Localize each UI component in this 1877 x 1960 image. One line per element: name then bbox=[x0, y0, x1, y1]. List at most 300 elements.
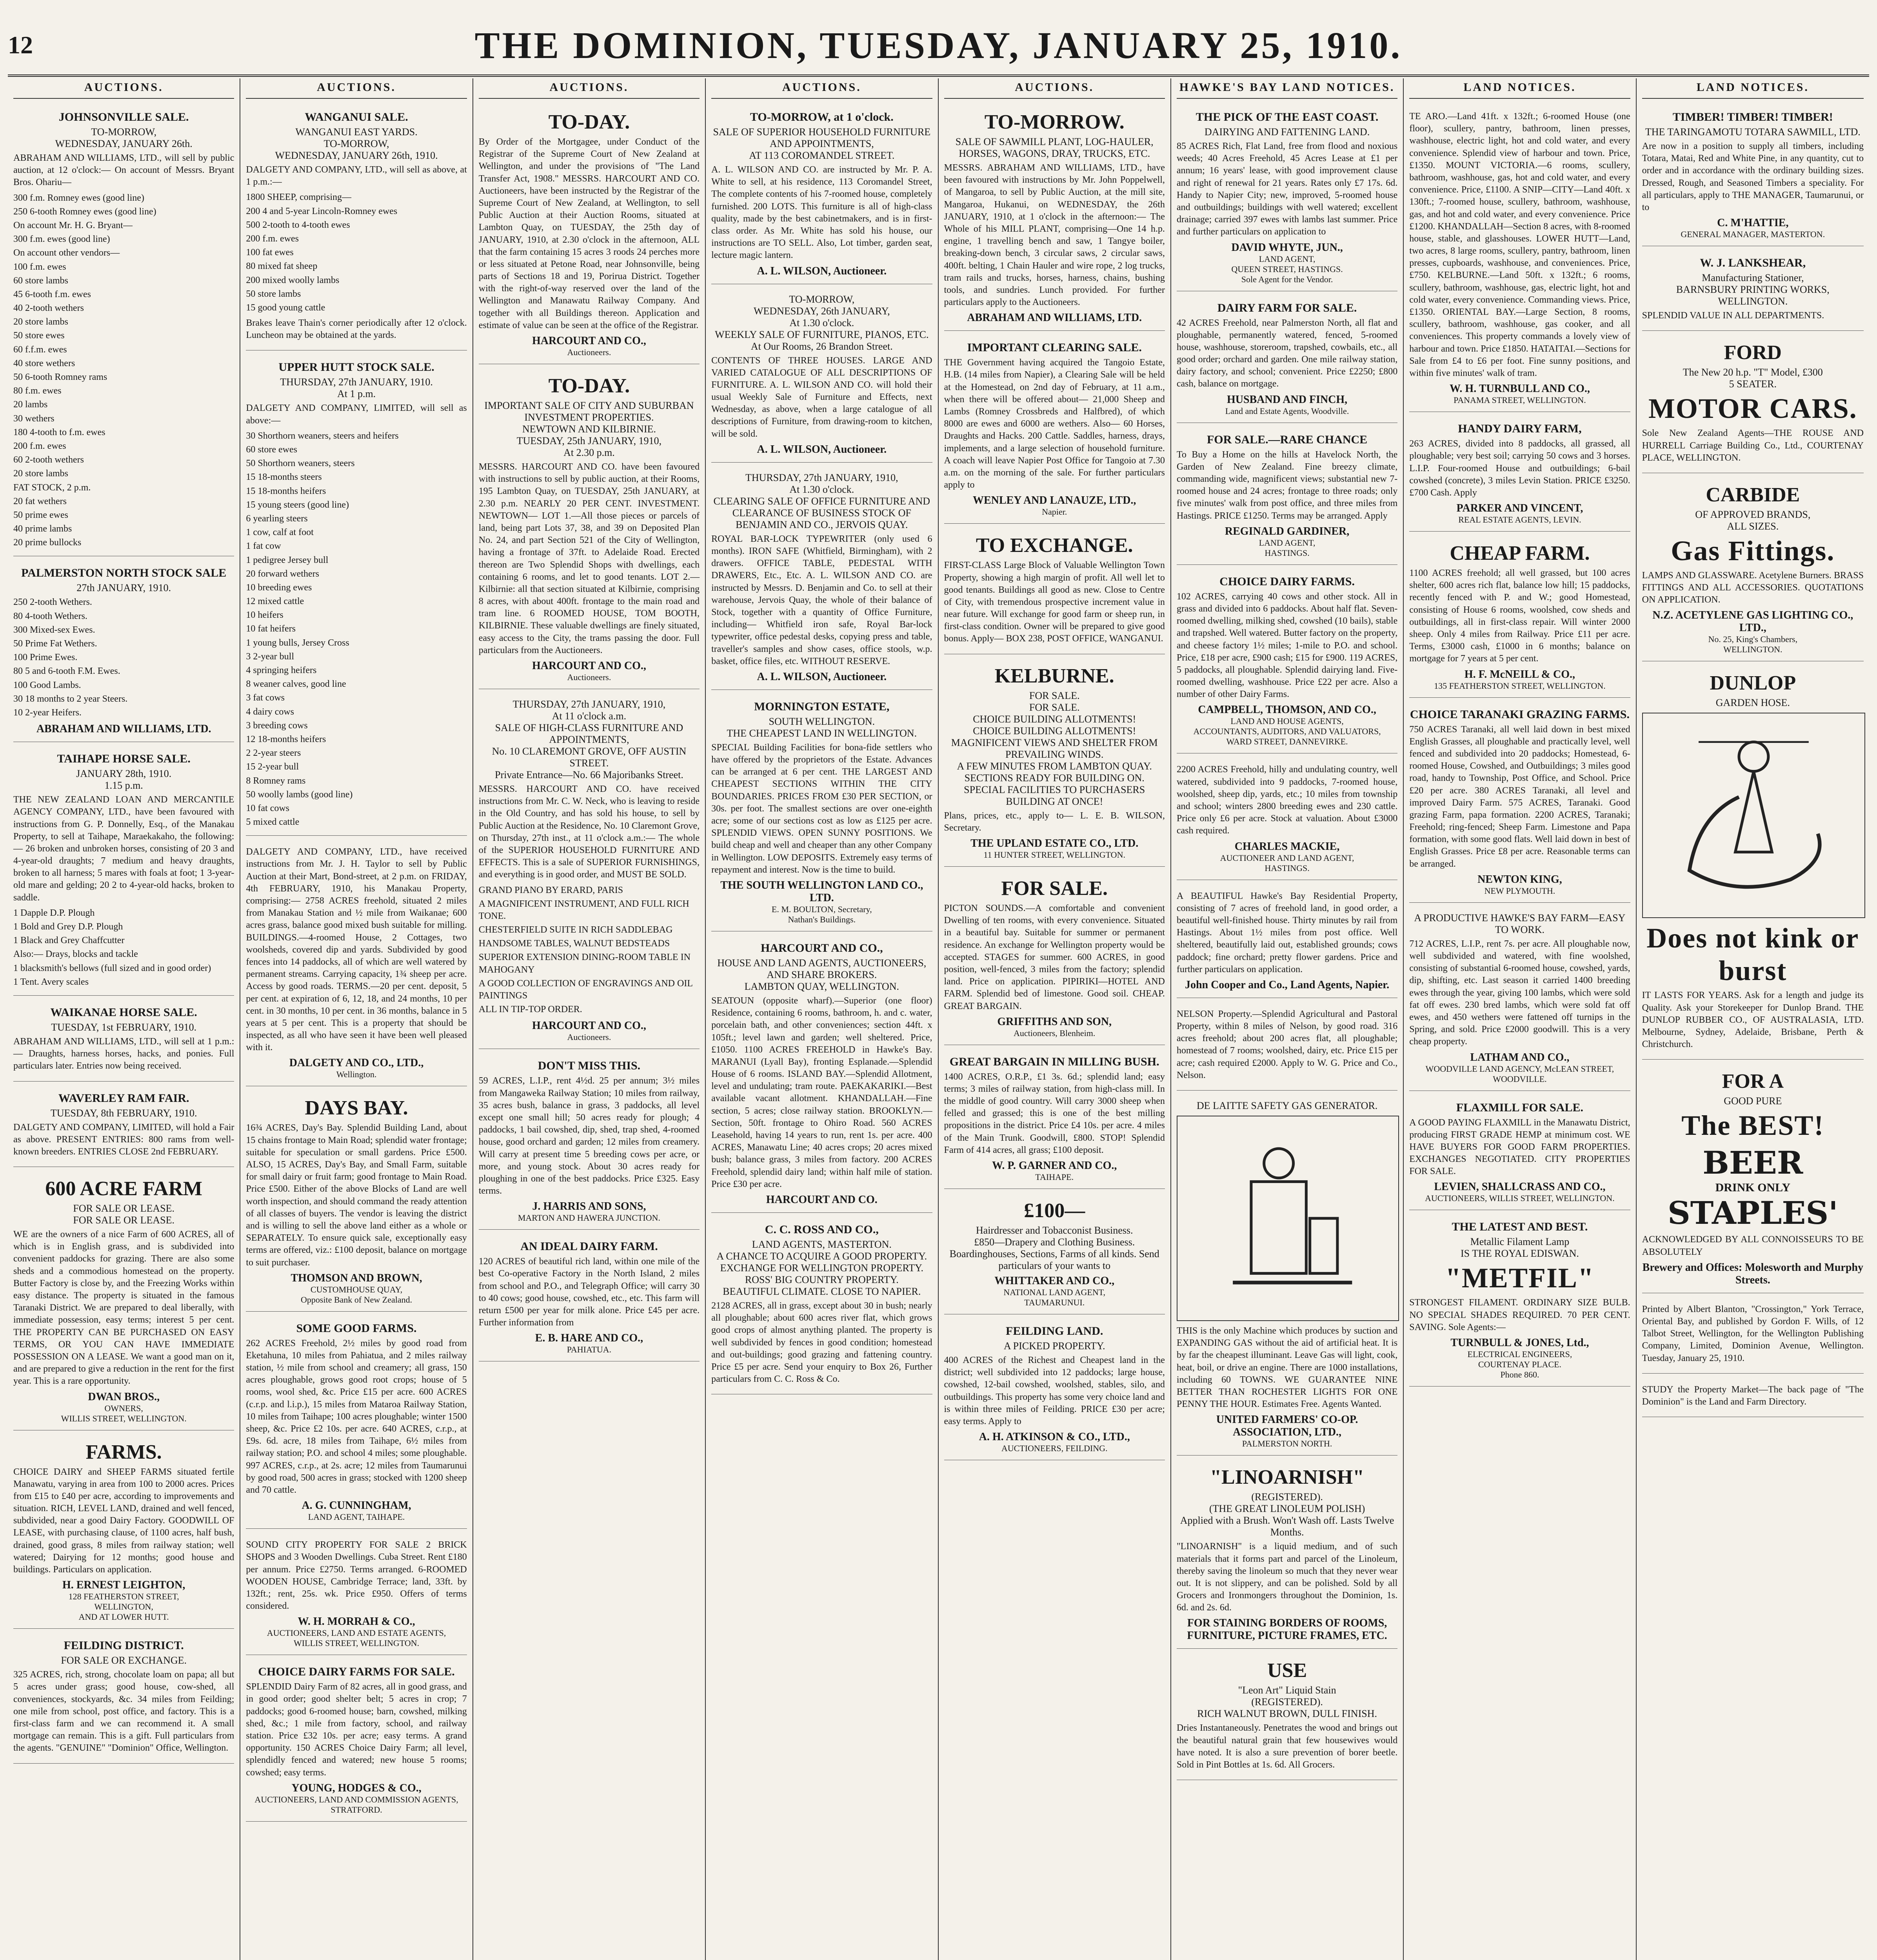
ad-title: W. J. LANKSHEAR, bbox=[1700, 256, 1806, 270]
list-item bbox=[246, 539, 467, 553]
advertiser-name: N.Z. ACETYLENE GAS LIGHTING CO., LTD., bbox=[1652, 609, 1853, 634]
advertiser-name: A. H. ATKINSON & CO., LTD., bbox=[979, 1431, 1130, 1443]
list-item-text: 30 18 months to 2 year Steers. bbox=[13, 693, 128, 704]
ad-title: FEILDING DISTRICT. bbox=[64, 1639, 184, 1652]
list-item bbox=[246, 526, 467, 539]
list-item-text: 50 woolly lambs (good line) bbox=[246, 789, 353, 800]
ad-body-text: Plans, prices, etc., apply to— L. E. B. WILSON, Secretary. bbox=[944, 810, 1165, 833]
advertisement bbox=[1177, 757, 1397, 880]
advertisement bbox=[479, 1234, 700, 1361]
ad-body-text: 42 ACRES Freehold, near Palmerston North, all flat and ploughable, permanently watered, fenced, 5-roomed house, washhouse, storeroom, trapshed, cowbails, etc., all good order; orchard and garden. One mile railway station, dairy factory, and school; convenient. Price £2250; £800 cash, balance on mortgage. bbox=[1176, 318, 1398, 389]
advertisement bbox=[246, 354, 467, 836]
list-item bbox=[13, 412, 234, 426]
advertisement bbox=[1177, 884, 1397, 998]
list-item-text: A MAGNIFICENT INSTRUMENT, AND FULL RICH TONE. bbox=[478, 898, 689, 921]
list-item-text: 10 breeding ewes bbox=[246, 582, 312, 593]
list-item-text: 1 Black and Grey Chaffcutter bbox=[13, 935, 125, 946]
list-item bbox=[13, 315, 234, 329]
list-item bbox=[13, 495, 234, 508]
list-item bbox=[246, 595, 467, 608]
advertisement bbox=[1409, 907, 1630, 1091]
ad-body-text: By Order of the Mortgagee, under Conduct of the Registrar of the Supreme Court of New Zealand at Wellington, and under the provisions of "The Land Transfer Act, 1908." MESSRS. HARCOURT AND CO. Auctioneers, have been instructed by the Registrar of the Supreme Court of New Zealand, at Wellington, to sell Public Auction at their Auction Rooms, situated at Lambton Quay, on TUESDAY, the 25th day of JANUARY, 1910, at 2.30 o'clock in the afternoon, ALL that the farm containing 15 acres 3 roods 24 perches more or less situated at Petone Road, near Johnsonville, being parts of Sections 18 and 19, Porirua District. Together with the right-of-way reserved over the land of the Wellington and Manawatu Railway Company. And together with all Buildings thereon. Application and estimate of value can be seen at the office of the Registrar. bbox=[478, 137, 700, 330]
advertisement bbox=[1409, 535, 1630, 698]
column-6 bbox=[1171, 78, 1404, 1960]
list-item-text: 80 mixed fat sheep bbox=[246, 261, 318, 272]
list-item-text: ALL IN TIP-TOP ORDER. bbox=[478, 1004, 582, 1015]
list-item-text: On account other vendors— bbox=[13, 248, 120, 258]
list-item-text: 200 mixed woolly lambs bbox=[246, 275, 340, 285]
advertiser-name: J. HARRIS AND SONS, bbox=[532, 1200, 646, 1213]
list-item-text: 20 lambs bbox=[13, 399, 48, 410]
ad-body-text: 2128 ACRES, all in grass, except about 30 in bush; nearly all ploughable; about 600 acres river flat, which grows good crops of almost anything planted. The property is well subdivided by fences in good condition; homestead and out-buildings; good grazing and fattening country. Price £5 per acre. Send your enquiry to Box 26, Further particulars from C. C. Ross & Co. bbox=[711, 1300, 932, 1385]
advertiser-address: Auctioneers. bbox=[567, 347, 611, 357]
ad-body-text: A GOOD PAYING FLAXMILL in the Manawatu District, producing FIRST GRADE HEMP at minimum cost. WE HAVE BUYERS FOR GOOD FARM PROPERTIES. EXCHANGES NEGOTIATED. CITY PROPERTIES FOR SALE. bbox=[1409, 1117, 1630, 1177]
ad-title: C. C. ROSS AND CO., bbox=[765, 1223, 879, 1236]
column-heading: AUCTIONS. bbox=[246, 78, 467, 99]
advertisement bbox=[711, 694, 932, 931]
advertisement bbox=[1177, 569, 1397, 754]
ad-body-text: MESSRS. ABRAHAM AND WILLIAMS, LTD., have been favoured with instructions by Mr. John Poppelwell, of Mangaroa, to sell by Public Auction, at the mill site, Mangaroa, Hukanui, on WEDNESDAY, the 26th JANUARY, 1910, at 1 o'clock in the afternoon:— The Whole of his MILL PLANT, comprising—One 14 h.p. engine, 1 travelling bench and saw, 1 Tangye boiler, breaking-down bench, 3 circular saws, 2 circular saws, 400ft. belting, 1 Chain Hauler and wire rope, 2 log trucks, tram rails and trucks, horses, harness, chains, bushing tools, and sundries. Lunch provided. For further particulars apply to the Auctioneers. bbox=[944, 163, 1165, 308]
column-5 bbox=[939, 78, 1171, 1960]
stock-list bbox=[246, 191, 467, 315]
advertiser-name: HARCOURT AND CO., bbox=[532, 1020, 646, 1032]
ad-title: HANDY DAIRY FARM, bbox=[1458, 422, 1582, 436]
advertiser-address: AUCTIONEERS, LAND AND COMMISSION AGENTS, STRATFORD. bbox=[254, 1794, 458, 1815]
ad-body-text: "LINOARNISH" is a liquid medium, and of such materials that it forms part and parcel of the Linoleum, thereby saving the linoleum so much that they never wear out. It is not slippery, and can be polished. Sold by all Grocers and Ironmongers throughout the Dominion, 1s. 6d. and 2s. 6d. bbox=[1176, 1541, 1398, 1613]
ad-title: AN IDEAL DAIRY FARM. bbox=[520, 1240, 658, 1253]
list-item bbox=[246, 608, 467, 622]
list-item-text: 10 2-year Heifers. bbox=[13, 707, 82, 718]
ad-title: FOR SALE.—RARE CHANCE bbox=[1207, 433, 1368, 446]
advertisement bbox=[1409, 1214, 1630, 1387]
list-item bbox=[13, 906, 234, 920]
ad-title: 600 ACRE FARM bbox=[45, 1178, 202, 1200]
list-item bbox=[13, 664, 234, 678]
ad-title: DUNLOP bbox=[1710, 672, 1796, 695]
ad-subtitle: HOUSE AND LAND AGENTS, AUCTIONEERS, AND SHARE BROKERS. LAMBTON QUAY, WELLINGTON. bbox=[717, 957, 927, 992]
list-item-text: GRAND PIANO BY ERARD, PARIS bbox=[478, 885, 623, 895]
list-item-text: 100 Good Lambs. bbox=[13, 680, 81, 690]
advertiser-address: GENERAL MANAGER, MASTERTON. bbox=[1681, 229, 1825, 240]
ad-title: TIMBER! TIMBER! TIMBER! bbox=[1672, 111, 1833, 123]
ad-subtitle: THURSDAY, 27th JANUARY, 1910. At 1 p.m. bbox=[280, 376, 433, 400]
advertisement bbox=[1409, 1095, 1630, 1210]
advertiser-address: AUCTIONEER AND LAND AGENT, HASTINGS. bbox=[1220, 853, 1354, 873]
ad-subtitle: DE LAITTE SAFETY GAS GENERATOR. bbox=[1196, 1100, 1378, 1111]
advertiser-address: NATIONAL LAND AGENT, TAUMARUNUI. bbox=[1003, 1287, 1106, 1307]
ad-subtitle: THE TARINGAMOTU TOTARA SAWMILL, LTD. bbox=[1645, 126, 1861, 138]
list-item-text: 1800 SHEEP, comprising— bbox=[246, 192, 352, 203]
advertisement bbox=[1177, 1094, 1397, 1455]
ad-subtitle: A PRODUCTIVE HAWKE'S BAY FARM—EASY TO WORK. bbox=[1414, 912, 1626, 935]
list-item bbox=[246, 691, 467, 705]
advertiser-address: REAL ESTATE AGENTS, LEVIN. bbox=[1458, 515, 1581, 525]
list-item bbox=[246, 301, 467, 315]
ad-title: PALMERSTON NORTH STOCK SALE bbox=[21, 566, 227, 580]
list-item bbox=[246, 636, 467, 650]
advertiser-address: LAND AGENT, HASTINGS. bbox=[1259, 537, 1316, 558]
advertiser-name: HUSBAND AND FINCH, bbox=[1227, 393, 1348, 406]
list-item-text: 1 Dapple D.P. Plough bbox=[13, 907, 95, 918]
list-item bbox=[246, 677, 467, 691]
advertiser-address: CUSTOMHOUSE QUAY, Opposite Bank of New Zealand. bbox=[301, 1284, 412, 1305]
ad-body-text: STRONGEST FILAMENT. ORDINARY SIZE BULB. NO SPECIAL SHADES REQUIRED. 70 PER CENT. SAVING. Sole Agents:— bbox=[1409, 1298, 1630, 1332]
column-3 bbox=[473, 78, 706, 1960]
advertisement bbox=[1642, 335, 1864, 473]
list-item-text: 100 Prime Ewes. bbox=[13, 652, 78, 663]
list-item bbox=[13, 623, 234, 637]
ad-subtitle: SOUTH WELLINGTON. THE CHEAPEST LAND IN WELLINGTON. bbox=[727, 715, 917, 739]
beer-ad-line: DRINK ONLY bbox=[1715, 1181, 1791, 1194]
list-item-text: 250 2-tooth Wethers. bbox=[13, 597, 92, 608]
ad-subtitle: THURSDAY, 27th JANUARY, 1910, At 11 o'clock a.m. SALE OF HIGH-CLASS FURNITURE AND APPOINTMENTS, No. 10 CLAREMONT GROVE, OFF AUSTIN STREET. Private Entrance—No. 66 Majoribanks Street. bbox=[492, 699, 687, 780]
list-item-text: 50 store ewes bbox=[13, 330, 65, 341]
list-item-text: 180 4-tooth to f.m. ewes bbox=[13, 427, 105, 437]
list-item-text: 300 f.m. Romney ewes (good line) bbox=[13, 192, 144, 203]
advertisement bbox=[1177, 295, 1397, 423]
advertiser-address: WOODVILLE LAND AGENCY, McLEAN STREET, WOODVILLE. bbox=[1425, 1063, 1614, 1084]
list-item bbox=[246, 664, 467, 677]
list-item-text: 300 f.m. ewes (good line) bbox=[13, 234, 110, 245]
ad-body-text: ROYAL BAR-LOCK TYPEWRITER (only used 6 months). IRON SAFE (Whitfield, Birmingham), with 2 drawers. OFFICE TABLE, PEDESTAL WITH DRAWERS, Etc., Etc. A. L. WILSON AND CO. are instructed by Messrs. D. Benjamin and Co. to sell at their warehouse, Jervois Quay, the whole of their balance of Stock, together with a quantity of Office Furniture, including— Whitfield iron safe, Royal Bar-lock typewriter, office pedestal desks, copying press and table, traveller's samples and show cases, office stools, w.p. basket, office files, etc. WITHOUT RESERVE. bbox=[711, 534, 932, 666]
list-item bbox=[13, 191, 234, 205]
advertiser-name: CAMPBELL, THOMSON, AND CO., bbox=[1198, 704, 1376, 716]
list-item-text: 4 springing heifers bbox=[246, 665, 317, 675]
advertiser-address: PANAMA STREET, WELLINGTON. bbox=[1454, 395, 1586, 405]
ad-title: THE PICK OF THE EAST COAST. bbox=[1196, 111, 1379, 123]
page-number: 12 bbox=[8, 31, 33, 59]
advertiser-name: A. L. WILSON, Auctioneer. bbox=[757, 670, 887, 683]
list-item-text: 60 store ewes bbox=[246, 445, 298, 455]
advertisement bbox=[944, 871, 1165, 1045]
list-item-text: 1 Bold and Grey D.P. Plough bbox=[13, 922, 123, 932]
ad-body-text: A BEAUTIFUL Hawke's Bay Residential Property, consisting of 7 acres of freehold land, in good order, a beautiful well-finished house. Thirty minutes by rail from Hastings. About 1½ miles from post office. Well sheltered, beautifully laid out, established grounds; cows paddock; fine orchard; pretty flower gardens. Price and further particulars on application. bbox=[1176, 891, 1398, 975]
advertiser-name: ABRAHAM AND WILLIAMS, LTD. bbox=[36, 723, 211, 735]
column-heading: LAND NOTICES. bbox=[1409, 78, 1630, 99]
ad-title: TAIHAPE HORSE SALE. bbox=[57, 752, 191, 766]
advertiser-name: HARCOURT AND CO., bbox=[532, 660, 646, 672]
advertisement bbox=[246, 840, 467, 1086]
ad-title: DAIRY FARM FOR SALE. bbox=[1217, 301, 1357, 314]
advertisement bbox=[944, 1318, 1165, 1460]
list-item bbox=[13, 246, 234, 260]
list-item bbox=[479, 1003, 700, 1016]
list-item-text: 3 breeding cows bbox=[246, 720, 308, 731]
ad-body-text: Are now in a position to supply all timbers, including Totara, Matai, Red and White Pine, in any quantity, cut to order and in accordance with the ordinary building sizes. Dressed, Rough, and Seasoned Timbers a speciality. For all particulars, apply to THE MANAGER, Taumarunui, or to bbox=[1642, 141, 1864, 212]
list-item-text: 20 forward wethers bbox=[246, 568, 319, 579]
ad-title: THE LATEST AND BEST. bbox=[1452, 1220, 1588, 1234]
list-item-text: 40 store wethers bbox=[13, 358, 75, 368]
advertiser-address: PALMERSTON NORTH. bbox=[1242, 1439, 1332, 1449]
ad-title: TO-DAY. bbox=[548, 375, 630, 397]
ad-title: UPPER HUTT STOCK SALE. bbox=[278, 361, 434, 374]
list-item bbox=[246, 260, 467, 273]
list-item-text: 2 2-year steers bbox=[246, 748, 301, 759]
list-item-text: 250 6-tooth Romney ewes (good line) bbox=[13, 206, 156, 217]
ad-body-text: 712 ACRES, L.I.P., rent 7s. per acre. All ploughable now, well subdivided and watered, with fine woolshed, consisting of substantial 6-roomed house, cowshed, yards, dip, shifting, etc. Last season it carried 1400 breeding ewes through the year, giving 100 lambs, which were sold fat off ewes. 230 bred lambs, which were sold fat off ewes, and 450 wethers were fattened off turnips in the Spring, and sold. Price £2000 goodwill. This is a very cheap property. bbox=[1409, 938, 1630, 1047]
advertisement bbox=[479, 693, 700, 1049]
column-heading: AUCTIONS. bbox=[13, 78, 234, 99]
advertisement bbox=[1642, 1063, 1864, 1293]
list-item bbox=[13, 706, 234, 720]
list-item bbox=[13, 205, 234, 219]
list-item bbox=[246, 581, 467, 595]
column-heading: HAWKE'S BAY LAND NOTICES. bbox=[1177, 78, 1397, 99]
advertisement bbox=[13, 746, 234, 996]
list-item-text: 80 f.m. ewes bbox=[13, 386, 62, 396]
advertisement bbox=[711, 104, 932, 284]
ad-display-title: "METFIL" bbox=[1445, 1262, 1594, 1294]
ad-body-text: DALGETY AND COMPANY, LTD., will sell as above, at 1 p.m.:— bbox=[246, 165, 467, 187]
advertiser-name: E. B. HARE AND CO., bbox=[535, 1332, 643, 1345]
ad-subtitle: Hairdresser and Tobacconist Business. £850—Drapery and Clothing Business. Boardinghouses, Sections, Farms of all kinds. Send particulars of your wants to bbox=[949, 1225, 1159, 1271]
list-item bbox=[246, 815, 467, 829]
advertisement bbox=[1642, 104, 1864, 246]
ad-title: FLAXMILL FOR SALE. bbox=[1456, 1101, 1584, 1114]
advertisement bbox=[13, 1171, 234, 1430]
advertisement bbox=[1177, 1002, 1397, 1091]
list-item-text: 300 Mixed-sex Ewes. bbox=[13, 624, 95, 635]
advertiser-name: C. M'HATTIE, bbox=[1717, 217, 1789, 229]
ad-title: CHOICE TARANAKI GRAZING FARMS. bbox=[1410, 708, 1630, 721]
ad-body-text: 120 ACRES of beautiful rich land, within one mile of the best Co-operative Factory in the North Island, 2 miles from school and P.O., and Telegraph Office; will carry 30 to 40 cows; good house, cowshed, etc., etc. This farm will return £500 per year for milk alone. Price £45 per acre. Further information from bbox=[478, 1256, 700, 1328]
list-item bbox=[246, 470, 467, 484]
list-item-text: CHESTERFIELD SUITE IN RICH SADDLEBAG bbox=[478, 925, 673, 935]
ad-subtitle: FOR SALE OR LEASE. FOR SALE OR LEASE. bbox=[73, 1203, 174, 1226]
ad-subtitle: TO-MORROW, WEDNESDAY, JANUARY 26th. bbox=[55, 126, 193, 149]
advertiser-address: Napier. bbox=[1042, 507, 1067, 517]
advertiser-name: DALGETY AND CO., LTD., bbox=[289, 1057, 424, 1069]
advertiser-name: TURNBULL & JONES, Ltd., bbox=[1450, 1337, 1589, 1349]
list-item-text: 20 fat wethers bbox=[13, 496, 67, 506]
list-item-text: 1 Tent. Avery scales bbox=[13, 976, 89, 987]
list-item bbox=[246, 218, 467, 232]
advertiser-address: Auctioneers. bbox=[567, 672, 611, 682]
list-item-text: 8 weaner calves, good line bbox=[246, 679, 346, 690]
ad-title: TO-MORROW. bbox=[984, 111, 1125, 133]
list-item-text: 50 6-tooth Romney rams bbox=[13, 372, 107, 382]
list-item bbox=[13, 343, 234, 357]
advertiser-address: LAND AGENT, TAIHAPE. bbox=[308, 1512, 405, 1522]
list-item-text: 3 fat cows bbox=[246, 693, 285, 703]
ad-body-text: ABRAHAM AND WILLIAMS, LTD., will sell at 1 p.m.:— Draughts, harness horses, hacks, and ponies. Full particulars later. Entries now being received. bbox=[13, 1036, 234, 1071]
ad-display-title: The BEST! bbox=[1681, 1110, 1824, 1142]
list-item-text: 40 prime lambs bbox=[13, 524, 72, 534]
advertisement bbox=[479, 1053, 700, 1230]
list-item bbox=[13, 439, 234, 453]
advertisement bbox=[711, 466, 932, 690]
ad-subtitle: GARDEN HOSE. bbox=[1715, 697, 1790, 709]
list-item bbox=[13, 232, 234, 246]
advertiser-name: THE SOUTH WELLINGTON LAND CO., LTD. bbox=[720, 879, 923, 904]
ad-title: FOR SALE. bbox=[1001, 877, 1108, 900]
advertisement bbox=[1409, 702, 1630, 903]
ad-subtitle: FOR SALE OR EXCHANGE. bbox=[61, 1655, 187, 1666]
advertisement bbox=[944, 658, 1165, 867]
list-item bbox=[246, 788, 467, 802]
advertiser-address: Auctioneers. bbox=[567, 1032, 611, 1042]
list-item bbox=[246, 650, 467, 664]
advertisement bbox=[1177, 1653, 1397, 1780]
ad-subtitle: OF APPROVED BRANDS, ALL SIZES. bbox=[1695, 508, 1811, 532]
advertiser-name: W. P. GARNER AND CO., bbox=[992, 1160, 1117, 1172]
ad-title: WAIKANAE HORSE SALE. bbox=[50, 1005, 197, 1019]
ad-title: WAVERLEY RAM FAIR. bbox=[58, 1091, 189, 1105]
list-item bbox=[13, 975, 234, 989]
ad-subtitle: SALE OF SUPERIOR HOUSEHOLD FURNITURE AND APPOINTMENTS, AT 113 COROMANDEL STREET. bbox=[713, 126, 931, 161]
list-item-text: 3 2-year bull bbox=[246, 651, 294, 662]
ad-body-text: LAMPS AND GLASSWARE. Acetylene Burners. BRASS FITTINGS AND ALL ACCESSORIES. QUOTATIONS ON APPLICATION. bbox=[1642, 570, 1864, 605]
ad-body-text: Dries Instantaneously. Penetrates the wood and brings out the beautiful natural grain that few housewives would have noted. It is also a sure prevention of borer beetle. Sold in Pint Bottles at 1s. 6d. All Grocers. bbox=[1176, 1723, 1398, 1770]
advertiser-name: THOMSON AND BROWN, bbox=[291, 1272, 422, 1284]
ad-body-text: WE are the owners of a nice Farm of 600 ACRES, all of which is in English grass, and is subdivided into convenient paddocks for grazing. There are also some sheds and a commodious homestead on the property. Butter Factory is close by, and the Freezing Works within easy distance. The property is situated in the famous Taranaki District. We are prepared to deal liberally, with immediate possession, easy terms; interest 5 per cent. THE PROPERTY CAN BE PURCHASED ON EASY TERMS, OR YOU CAN HAVE IMMEDIATE POSSESSION ON A LEASE. We want a good man on it, and are prepared to give a reduction in the rent for the first year. This is a rare opportunity. bbox=[13, 1229, 234, 1387]
ad-body-text: 400 ACRES of the Richest and Cheapest land in the district; well subdivided into 12 paddocks; large house, cowshed, 12-bail cowshed, woolshed, stables, silo, and outbuildings. This property has some very choice land and is within three miles of Feilding. PRICE £30 per acre; easy terms. Apply to bbox=[944, 1355, 1165, 1426]
list-item bbox=[246, 429, 467, 443]
list-item-text: FAT STOCK, 2 p.m. bbox=[13, 482, 91, 493]
list-item bbox=[13, 453, 234, 467]
advertisement bbox=[246, 104, 467, 350]
list-item bbox=[13, 426, 234, 439]
column-heading: LAND NOTICES. bbox=[1642, 78, 1864, 99]
masthead bbox=[8, 16, 1869, 77]
list-item bbox=[246, 746, 467, 760]
list-item-text: 12 mixed cattle bbox=[246, 596, 304, 607]
advertisement bbox=[13, 1633, 234, 1763]
ad-title: FARMS. bbox=[85, 1441, 162, 1463]
list-item-text: 5 mixed cattle bbox=[246, 817, 300, 828]
advertisement bbox=[1642, 477, 1864, 662]
list-item-text: 20 prime bullocks bbox=[13, 537, 82, 548]
advertiser-name: HARCOURT AND CO. bbox=[766, 1193, 878, 1206]
advertiser-address: AUCTIONEERS, WILLIS STREET, WELLINGTON. bbox=[1425, 1193, 1615, 1203]
column-heading: AUCTIONS. bbox=[711, 78, 932, 99]
advertiser-name: GRIFFITHS AND SON, bbox=[997, 1015, 1112, 1028]
stock-list bbox=[13, 595, 234, 720]
ad-title: £100— bbox=[1024, 1200, 1085, 1222]
advertiser-address: TAIHAPE. bbox=[1035, 1172, 1074, 1182]
list-item-text: 50 store lambs bbox=[246, 289, 301, 299]
advertiser-address: AUCTIONEERS, LAND AND ESTATE AGENTS, WILLIS STREET, WELLINGTON. bbox=[267, 1628, 446, 1648]
ad-display-title: Does not kink or burst bbox=[1646, 922, 1859, 987]
list-item bbox=[13, 934, 234, 947]
ad-body-text: 59 ACRES, L.I.P., rent 4½d. 25 per annum; 3½ miles from Mangaweka Railway Station; 10 miles from railway, 35 acres bush, balance in grass, 3 paddocks, all level except one small hill; 50 acres ready for plough; 4 paddocks, 1 bail cowshed, dip, shed, trap shed, 4-roomed house, good orchard and garden; 12 miles from creamery. Will carry at present time 5 breeding cows per acre, or more, and young stock. About 30 acres ready for ploughing in one of the best paddocks. Price £325. Easy terms. bbox=[478, 1076, 700, 1196]
list-item bbox=[13, 595, 234, 609]
ad-title: FOR A bbox=[1722, 1070, 1784, 1093]
ad-subtitle: "Leon Art" Liquid Stain (REGISTERED). RICH WALNUT BROWN, DULL FINISH. bbox=[1197, 1684, 1377, 1720]
advertisement bbox=[246, 1316, 467, 1529]
list-item bbox=[13, 522, 234, 536]
advertisement bbox=[944, 335, 1165, 524]
list-item-text: 10 fat heifers bbox=[246, 624, 296, 634]
list-item-text: 60 2-tooth wethers bbox=[13, 455, 84, 465]
ad-subtitle: LAND AGENTS, MASTERTON. A CHANCE TO ACQUIRE A GOOD PROPERTY. EXCHANGE FOR WELLINGTON PROPERTY. ROSS' BIG COUNTRY PROPERTY. BEAUTIFUL CLIMATE. CLOSE TO NAPIER. bbox=[716, 1238, 927, 1297]
list-item bbox=[479, 923, 700, 937]
list-item-text: 20 store lambs bbox=[13, 468, 68, 479]
list-item bbox=[13, 692, 234, 706]
advertiser-address: Land and Estate Agents, Woodville. bbox=[1225, 406, 1349, 416]
list-item bbox=[13, 260, 234, 274]
list-item-text: 500 2-tooth to 4-tooth ewes bbox=[246, 220, 350, 230]
list-item bbox=[246, 274, 467, 287]
list-item bbox=[13, 357, 234, 370]
list-item-text: 20 store lambs bbox=[13, 317, 68, 327]
list-item-text: 1 pedigree Jersey bull bbox=[246, 555, 329, 565]
list-item bbox=[246, 232, 467, 246]
advertisement bbox=[13, 1434, 234, 1629]
list-item-text: 1 young bulls, Jersey Cross bbox=[246, 637, 349, 648]
advertisement bbox=[944, 1193, 1165, 1314]
ad-title: DON'T MISS THIS. bbox=[538, 1059, 641, 1073]
newspaper-title: THE DOMINION, TUESDAY, JANUARY 25, 1910. bbox=[474, 24, 1403, 66]
advertiser-address: E. M. BOULTON, Secretary, Nathan's Buildings. bbox=[771, 904, 872, 924]
ad-title: TO-MORROW, at 1 o'clock. bbox=[750, 111, 894, 123]
column-1 bbox=[8, 78, 240, 1960]
ad-body-text: 16¾ ACRES, Day's Bay. Splendid Building Land, about 15 chains frontage to Main Road; splendid water frontage; suitable for speculation or small gardens. Price £500. ALSO, 15 ACRES, Day's Bay, and Small Farm, suitable for small dairy or fruit farm; good frontage to Main Road. Price £500. Either of the above Blocks of Land are well worth inspection, and should command the ready attention of all classes of buyers. The vendor is leaving the district and is willing to sell the above land either as a whole or SEPARATELY. To ensure quick sale, exceptionally easy terms are offered, viz.: £100 deposit, balance on mortgage to suit purchaser. bbox=[246, 1123, 467, 1268]
ad-body-text: 1100 ACRES freehold; all well grassed, but 100 acres shelter, 600 acres rich flat, balance low hill; 15 paddocks, recently fenced with P. and W.; good Homestead, consisting of House 6 rooms, woolshed, cow sheds and outbuildings, all in first-class repair. Will winter 2000 sheep. Only 4 miles from Railway. Price £11 per acre. Terms, £3000 cash, £1000 in 6 months; balance on mortgage for 7 years at 5 per cent. bbox=[1409, 568, 1630, 664]
ad-subtitle: GOOD PURE bbox=[1724, 1095, 1782, 1107]
list-item bbox=[13, 398, 234, 412]
ad-title: "LINOARNISH" bbox=[1210, 1466, 1365, 1489]
list-item bbox=[13, 301, 234, 315]
ad-body-text: DALGETY AND COMPANY, LIMITED, will sell as above:— bbox=[246, 403, 467, 426]
list-item bbox=[246, 457, 467, 470]
ad-body-text: MESSRS. HARCOURT AND CO. have received instructions from Mr. C. W. Neck, who is leaving to reside in the Old Country, and has sold his house, to sell by Public Auction at the Residence, No. 10 Claremont Grove, on Thursday, 27th inst., at 11 o'clock a.m.:— The whole of the SUPERIOR HOUSEHOLD FURNITURE AND EFFECTS. This is a sale of SUPERIOR FURNISHINGS, and everything is in good order, and MUST BE SOLD. bbox=[478, 784, 700, 880]
list-item bbox=[13, 508, 234, 522]
list-item-text: 100 f.m. ewes bbox=[13, 261, 66, 272]
list-item-text: 15 18-months heifers bbox=[246, 486, 326, 496]
advertiser-address: Wellington. bbox=[336, 1069, 377, 1080]
ad-subtitle: IMPORTANT SALE OF CITY AND SUBURBAN INVESTMENT PROPERTIES. NEWTOWN AND KILBIRNIE. TUESDAY, 25th JANUARY, 1910, At 2.30 p.m. bbox=[484, 400, 694, 458]
ad-body-text: STUDY the Property Market—The back page of "The Dominion" is the Land and Farm Directory. bbox=[1642, 1384, 1864, 1407]
ad-title: IMPORTANT CLEARING SALE. bbox=[967, 341, 1142, 354]
list-item bbox=[246, 191, 467, 204]
ad-title: GREAT BARGAIN IN MILLING BUSH. bbox=[949, 1055, 1159, 1068]
advertiser-name: A. G. CUNNINGHAM, bbox=[302, 1499, 411, 1512]
ad-title: CHOICE DAIRY FARMS. bbox=[1219, 575, 1355, 588]
ad-body-text: THE Government having acquired the Tangoio Estate, H.B. (14 miles from Napier), a Clearing Sale will be held at the Homestead, on 2nd day of February, at 11 a.m., when there will be offered about— 21,000 Sheep and Lambs (Romney Crossbreds and Halfbred), of which 8000 are ewes and 6000 are wethers. Also— 60 Horses, Draughts and Hacks. 200 Cattle. Saddles, harness, drays, implements, and a large selection of household furniture. A coach will leave Napier Post Office for Tangoio at 7.30 a.m. on the morning of the sale. For further particulars apply to bbox=[944, 358, 1165, 490]
ad-body-text: ACKNOWLEDGED BY ALL CONNOISSEURS TO BE ABSOLUTELY bbox=[1642, 1234, 1864, 1257]
ad-subtitle: WANGANUI EAST YARDS. TO-MORROW, WEDNESDAY, JANUARY 26th, 1910. bbox=[275, 126, 438, 161]
list-item-text: 50 Shorthorn weaners, steers bbox=[246, 458, 355, 469]
list-item bbox=[246, 705, 467, 719]
list-item bbox=[13, 947, 234, 961]
advertiser-name: UNITED FARMERS' CO-OP. ASSOCIATION, LTD., bbox=[1216, 1414, 1358, 1439]
ad-body-text: THE NEW ZEALAND LOAN AND MERCANTILE AGENCY COMPANY, LTD., have been favoured with instructions from G. P. Donnelly, Esq., of the Manakau Property, to sell at Taihape, Maraekakaho, the following:— 26 broken and unbroken horses, consisting of 20 3 and 4-year-old draughts; 7 medium and heavy draughts, broken to all harness; 5 mares with foals at foot; 1 3-year-old mare and gelding; 20 2 to 4-year-old hacks, broken to saddle. bbox=[13, 795, 234, 903]
advertiser-address: ELECTRICAL ENGINEERS, COURTENAY PLACE. Phone 860. bbox=[1467, 1349, 1572, 1379]
advertiser-address: NEW PLYMOUTH. bbox=[1484, 886, 1555, 896]
advertisement bbox=[944, 104, 1165, 331]
list-item bbox=[246, 498, 467, 512]
advertiser-address: LAND AGENT, QUEEN STREET, HASTINGS. Sole Agent for the Vendor. bbox=[1231, 254, 1343, 284]
list-item bbox=[246, 205, 467, 218]
list-item-text: 10 heifers bbox=[246, 610, 283, 621]
ad-body-text: THIS is the only Machine which produces by suction and EXPANDING GAS without the aid of artificial heat. It is by far the cheapest illuminant. Leave Gas will light, cook, heat, boil, or drive an engine. There are 1000 installations, including 60 TOWNS. WE GUARANTEE NINE BETTER THAN ROCHESTER LIGHTS FOR ONE PENNY THE HOUR. Estimates Free. Agents Wanted. bbox=[1176, 1326, 1398, 1410]
list-item-text: On account Mr. H. G. Bryant— bbox=[13, 220, 133, 230]
ad-subtitle: FOR SALE. FOR SALE. CHOICE BUILDING ALLOTMENTS! CHOICE BUILDING ALLOTMENTS! MAGNIFICENT VIEWS AND SHELTER FROM PREVAILING WINDS. A FEW MINUTES FROM LAMBTON QUAY. SECTIONS READY FOR BUILDING ON. SPECIAL FACILITIES TO PURCHASERS BUILDING AT ONCE! bbox=[951, 690, 1158, 807]
list-item bbox=[246, 733, 467, 746]
stock-list bbox=[479, 884, 700, 1017]
ad-subtitle: JANUARY 28th, 1910. 1.15 p.m. bbox=[76, 768, 172, 791]
ad-title: SOME GOOD FARMS. bbox=[296, 1321, 417, 1335]
list-item bbox=[479, 937, 700, 951]
advertiser-name: DWAN BROS., bbox=[88, 1390, 160, 1403]
garden-hose-illustration bbox=[1642, 713, 1865, 918]
advertisement bbox=[711, 1217, 932, 1394]
list-item-text: HANDSOME TABLES, WALNUT BEDSTEADS bbox=[478, 938, 670, 949]
list-item-text: 15 2-year bull bbox=[246, 762, 299, 772]
advertiser-address: Auctioneers, Blenheim. bbox=[1014, 1028, 1096, 1038]
list-item-text: 15 good young cattle bbox=[246, 302, 325, 313]
